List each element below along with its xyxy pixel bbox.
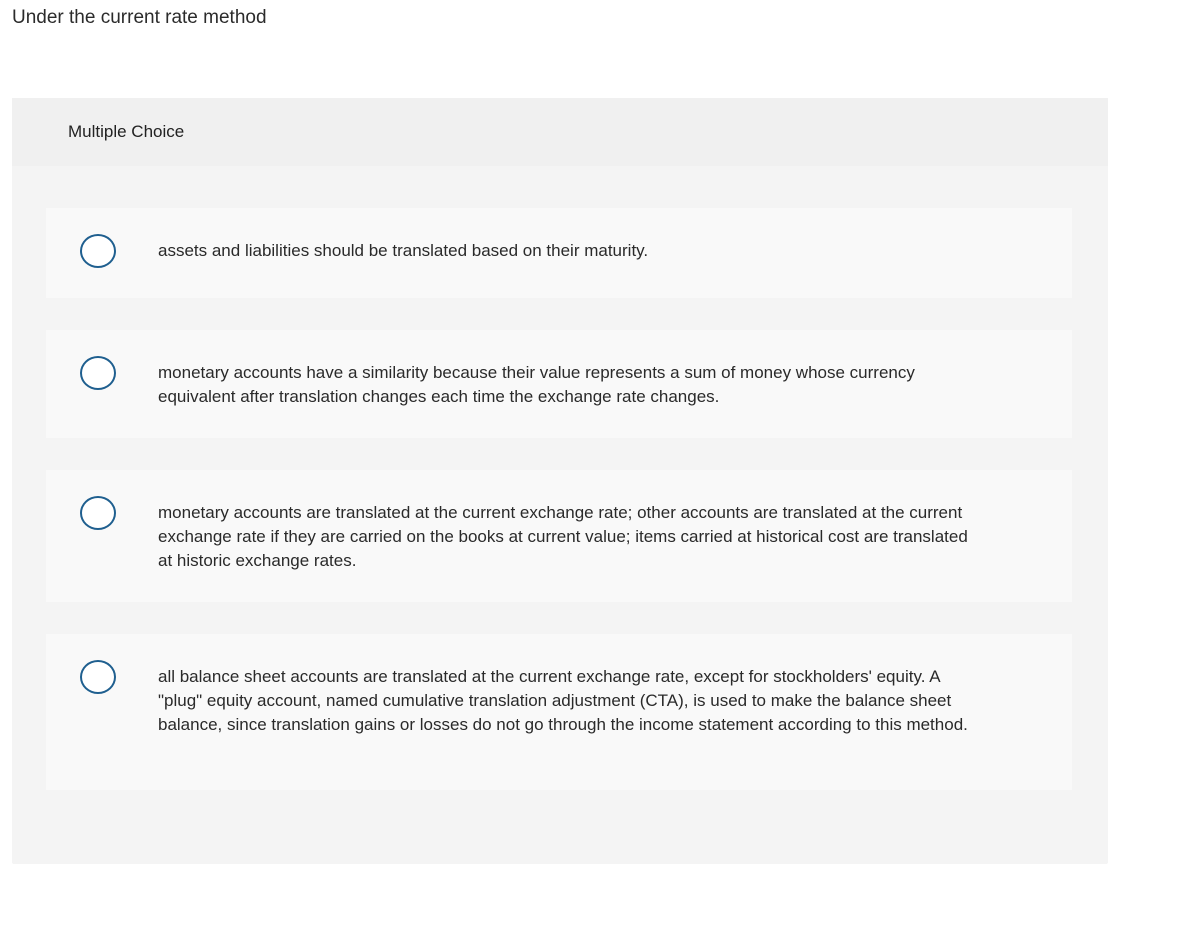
question-type-label: Multiple Choice xyxy=(68,122,185,141)
radio-button-icon[interactable] xyxy=(80,496,116,530)
choice-option-2[interactable] xyxy=(46,330,1072,438)
choice-text: monetary accounts are translated at the current exchange rate; other accounts are translated at the current exchange rate if they are carried on the books at current value; items carried at historical cost are translated at historic exchange rates. xyxy=(158,503,968,570)
radio-button-icon[interactable] xyxy=(80,234,116,268)
choice-option-4[interactable] xyxy=(46,634,1072,790)
choice-option-1[interactable] xyxy=(46,208,1072,298)
radio-button-icon[interactable] xyxy=(80,660,116,694)
choice-list xyxy=(46,208,1072,822)
choice-text: monetary accounts have a similarity because their value represents a sum of money whose currency equivalent after translation changes each time the exchange rate changes. xyxy=(158,363,915,406)
radio-button-icon[interactable] xyxy=(80,356,116,390)
panel-header xyxy=(12,98,1108,166)
choice-text: assets and liabilities should be translated based on their maturity. xyxy=(158,241,649,260)
multiple-choice-panel xyxy=(12,98,1108,864)
choice-option-3[interactable] xyxy=(46,470,1072,602)
choice-text: all balance sheet accounts are translated at the current exchange rate, except for stockholders' equity. A "plug" equity account, named cumulative translation adjustment (CTA), is used to make the balance sheet balance, since translation gains or losses do not go through the income statement according to this method. xyxy=(158,667,968,734)
question-stem: Under the current rate method xyxy=(12,7,267,28)
